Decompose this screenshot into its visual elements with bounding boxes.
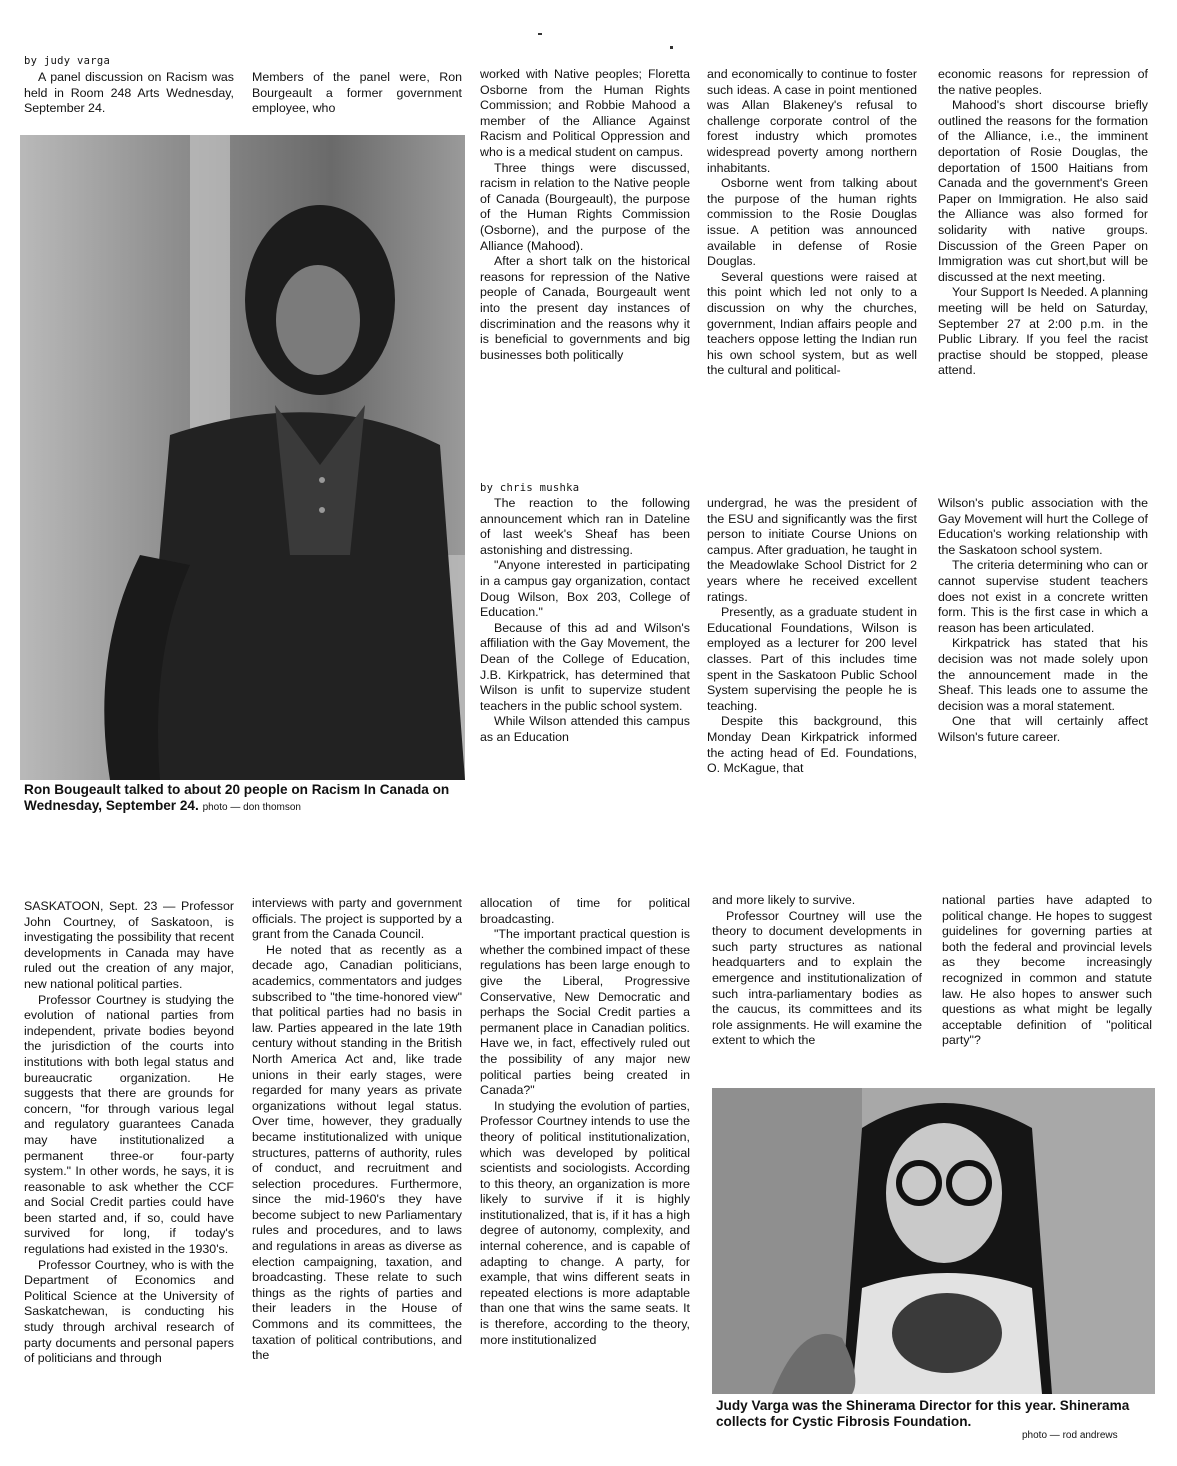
photo-ron-bourgeault-image xyxy=(20,135,465,780)
article3-col1 xyxy=(24,899,234,1367)
paragraph: allocation of time for political broadcasting. xyxy=(480,896,690,926)
article2-col3 xyxy=(480,496,690,746)
article3-col4 xyxy=(712,893,922,1049)
paragraph: Despite this background, this Monday Dean Kirkpatrick informed the acting head of Ed. Foundations, O. McKague, that xyxy=(707,714,917,776)
byline-judy-varga: by judy varga xyxy=(24,55,111,67)
article1-col2 xyxy=(252,70,462,117)
byline-chris-mushka: by chris mushka xyxy=(480,482,580,494)
article1-col1 xyxy=(24,70,234,117)
paragraph: Professor Courtney, who is with the Department of Economics and Political Science at the University of Saskatchewan, is conducting his study through archival research of party documents and personal papers of politicians and through xyxy=(24,1257,234,1366)
paragraph: SASKATOON, Sept. 23 — Professor John Courtney, of Saskatoon, is investigating the possibility that recent developments in Canada may have ruled out the creation of any major, new national political parties. xyxy=(24,899,234,991)
paragraph: Mahood's short discourse briefly outlined the reasons for the formation of the Alliance, i.e., the imminent deportation of Rosie Douglas, the deportation of 1500 Haitians from Canada and the government's Green Paper on Immigration. He also said the Alliance was also formed for solidarity with native groups. Discussion of the Green Paper on Immigration was cut short,but will be discussed at the next meeting. xyxy=(938,98,1148,284)
paragraph: While Wilson attended this campus as an Education xyxy=(480,714,690,744)
photo1-caption-text: Ron Bougeault talked to about 20 people on Racism In Canada on Wednesday, September 24. xyxy=(24,782,450,813)
photo1-caption xyxy=(24,782,464,816)
article1-col4 xyxy=(707,67,917,379)
paragraph: national parties have adapted to political change. He hopes to suggest guidelines for governing parties at both the federal and provincial levels as they become increasingly recognized in common and statute law. He also hopes to answer such questions as what might be legally acceptable definition of "political party"? xyxy=(942,893,1152,1048)
paragraph: After a short talk on the historical reasons for repression of the Native people of Canada, Bourgeault went into the present day instances of discrimination and the reasons why it is beneficial to governments and big businesses both politically xyxy=(480,254,690,362)
paragraph: He noted that as recently as a decade ago, Canadian politicians, academics, commentators and judges subscribed to "the time-honored view" that political parties had no basis in law. Parties appeared in the late 19th century without standing in the British North America Act and, like trade unions in their early stages, were regarded for many years as private organizations without legal status. Over time, however, they gradually became institutionalized with unique structures, patterns of authority, rules of conduct, and recruitment and selection procedures. Furthermore, since the mid-1960's they have become subject to new Parliamentary rules and procedures, and to laws and regulations in areas as diverse as election campaigning, taxation, and broadcasting. These relate to such things as the rights of parties and their leaders in the House of Commons and its committees, the taxation of political contributions, and the xyxy=(252,942,462,1363)
paragraph: Kirkpatrick has stated that his decision was not made solely upon the announcement made in the Sheaf. This leads one to assume the decision was a moral statement. xyxy=(938,636,1148,713)
photo2-credit: photo — rod andrews xyxy=(1022,1430,1118,1441)
paragraph: Three things were discussed, racism in relation to the Native people of Canada (Bourgeault), the purpose of the Human Rights Commission (Osborne), and the purpose of the Alliance (Mahood). xyxy=(480,160,690,253)
article3-col2 xyxy=(252,896,462,1364)
paragraph: "Anyone interested in participating in a campus gay organization, contact Doug Wilson, Box 203, College of Education." xyxy=(480,558,690,620)
paragraph: worked with Native peoples; Floretta Osborne from the Human Rights Commission; and Robbie Mahood a member of the Alliance Against Racism and Political Oppression and who is a medical student on campus. xyxy=(480,67,690,159)
paragraph: Because of this ad and Wilson's affiliation with the Gay Movement, the Dean of the College of Education, J.B. Kirkpatrick, has determined that Wilson is unfit to supervize student teachers in the public school system. xyxy=(480,620,690,713)
paragraph: The reaction to the following announcement which ran in Dateline of last week's Sheaf has been astonishing and distressing. xyxy=(480,496,690,557)
paragraph: Osborne went from talking about the purpose of the human rights commission to the Rosie Douglas issue. A petition was announced available in defense of Rosie Douglas. xyxy=(707,176,917,269)
paragraph: "The important practical question is whether the combined impact of these regulations has been large enough to give the Liberal, Progressive Conservative, New Democratic and perhaps the Social Credit parties a permanent place in Canadian politics. Have we, in fact, effectively ruled out the possibility of any major new political parties being created in Canada?" xyxy=(480,927,690,1098)
article1-col5 xyxy=(938,67,1148,379)
paragraph: In studying the evolution of parties, Professor Courtney intends to use the theory of political institutionalization, which was developed by political scientists and sociologists. According to this theory, an organization is more likely to survive if it is highly institutionalized, that is, if it has a high degree of autonomy, complexity, and internal coherence, and is capable of adapting to change. A party, for example, that wins different seats in repeated elections is more adaptable than one that wins the same seats. It is therefore, according to the theory, more institutionalized xyxy=(480,1098,690,1347)
article1-col3 xyxy=(480,67,690,363)
paragraph: A panel discussion on Racism was held in Room 248 Arts Wednesday, September 24. xyxy=(24,70,234,116)
paragraph: The criteria determining who can or cannot supervise student teachers does not exist in a concrete written form. This is the first case in which a reason has been articulated. xyxy=(938,558,1148,635)
print-speck xyxy=(538,33,542,35)
paragraph: Several questions were raised at this point which led not only to a discussion on why the churches, government, Indian affairs people and teachers oppose letting the Indian run his own school system, but as well the cultural and political- xyxy=(707,269,917,378)
print-speck xyxy=(670,46,673,49)
paragraph: Professor Courtney is studying the evolution of national parties from independent, private bodies beyond the jurisdiction of the courts into institutions with both legal status and bureaucratic organization. He suggests that there are grounds for concern, "for through various legal and regulatory guarantees Canada may have institutionalized a permanent three-or four-party system." In other words, he says, it is reasonable to ask whether the CCF and Social Credit parties could have been started and, if so, could have survived for long, if today's regulations had existed in the 1930's. xyxy=(24,992,234,1257)
photo2-caption: Judy Varga was the Shinerama Director for this year. Shinerama collects for Cystic Fibrosis Foundation. xyxy=(716,1398,1130,1429)
article3-col5 xyxy=(942,893,1152,1049)
paragraph: Members of the panel were, Ron Bourgeault a former government employee, who xyxy=(252,70,462,116)
article2-col5 xyxy=(938,496,1148,746)
photo-ron-bourgeault xyxy=(20,135,465,780)
paragraph: undergrad, he was the president of the ESU and significantly was the first person to initiate Course Unions on campus. After graduation, he taught in the Meadowlake School District for 2 years where he received excellent ratings. xyxy=(707,496,917,604)
paragraph: and economically to continue to foster such ideas. A case in point mentioned was Allan Blakeney's refusal to challenge corporate control of the forest industry which promotes widespread poverty among northern inhabitants. xyxy=(707,67,917,175)
paragraph: Professor Courtney will use the theory to document developments in such party structures as national headquarters and to explain the emergence and institutionalization of such intra-parliamentary bodies as the caucus, its committees and its role assignments. He will examine the extent to which the xyxy=(712,908,922,1048)
photo1-credit: photo — don thomson xyxy=(202,802,301,813)
paragraph: One that will certainly affect Wilson's future career. xyxy=(938,714,1148,744)
paragraph: Your Support Is Needed. A planning meeting will be held on Saturday, September 27 at 2:00 p.m. in the Public Library. If you feel the racist practise should be stopped, please attend. xyxy=(938,285,1148,378)
paragraph: Wilson's public association with the Gay Movement will hurt the College of Education's working relationship with the Saskatoon school system. xyxy=(938,496,1148,557)
article2-col4 xyxy=(707,496,917,777)
photo-judy-varga-image xyxy=(712,1088,1155,1394)
article3-col3 xyxy=(480,896,690,1348)
paragraph: economic reasons for repression of the native peoples. xyxy=(938,67,1148,97)
paragraph: Presently, as a graduate student in Educational Foundations, Wilson is employed as a lecturer for 200 level classes. Part of this includes time spent in the Saskatoon Public School System supervising the people he is teaching. xyxy=(707,605,917,713)
paragraph: and more likely to survive. xyxy=(712,893,856,907)
photo-judy-varga xyxy=(712,1088,1155,1394)
paragraph: interviews with party and government officials. The project is supported by a grant from the Canada Council. xyxy=(252,896,462,942)
